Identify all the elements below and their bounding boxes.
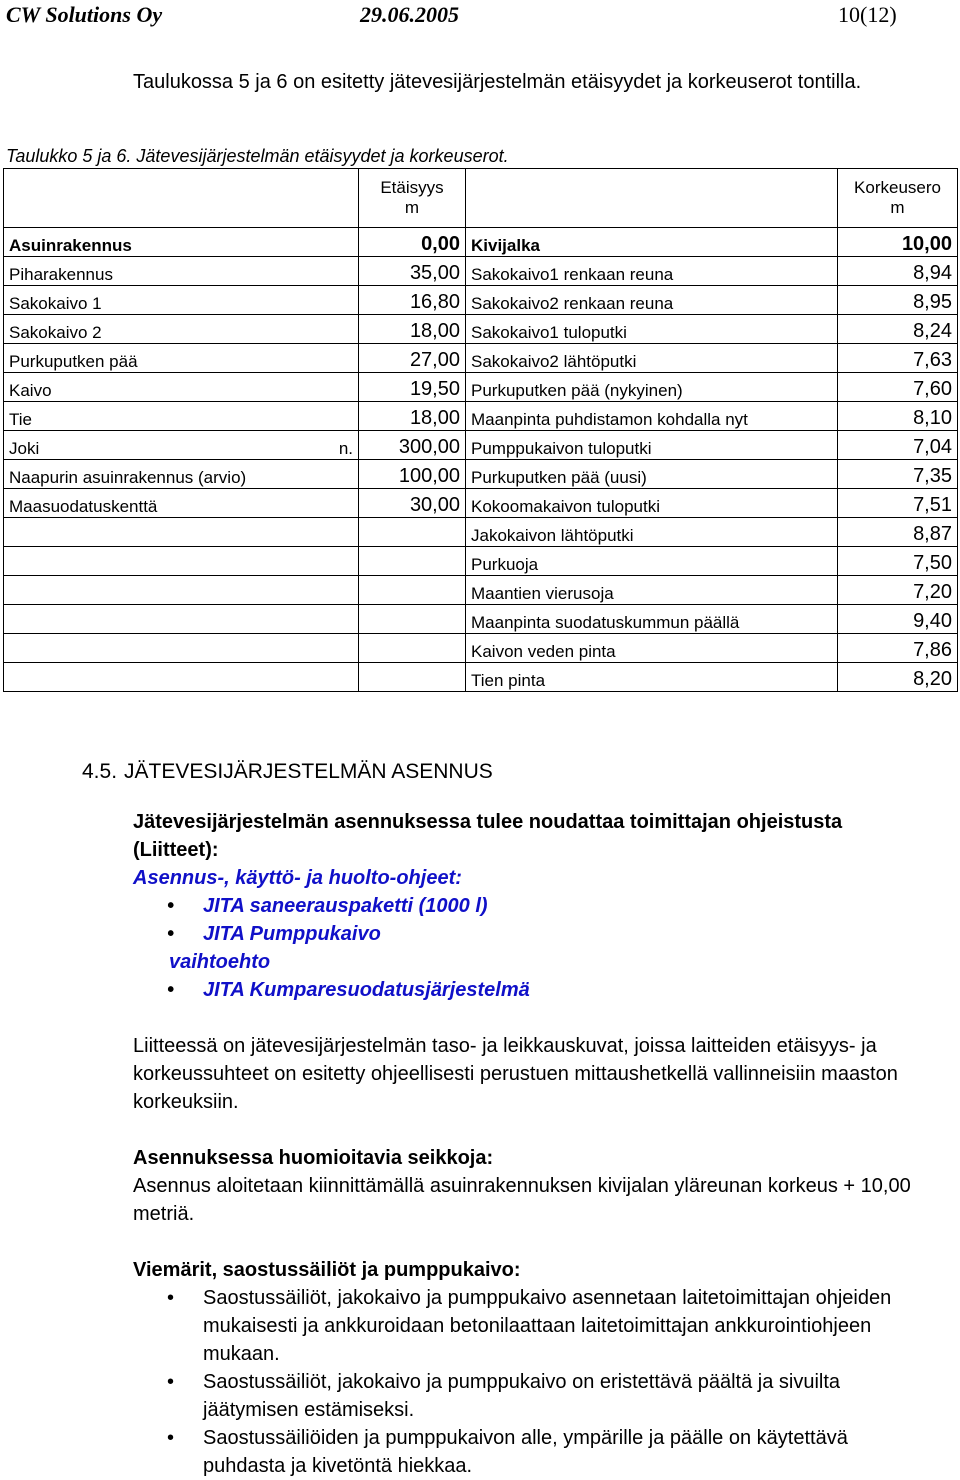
table-header-empty-2 — [466, 169, 838, 228]
distance-value-cell: 100,00 — [359, 460, 466, 489]
table-row — [4, 431, 958, 460]
height-point-cell: Purkuputken pää (uusi) — [466, 460, 838, 489]
height-point-cell: Jakokaivon lähtöputki — [466, 518, 838, 547]
location-text: Joki — [9, 439, 40, 458]
location-cell: Maasuodatuskenttä — [4, 489, 359, 518]
bullet-icon: • — [167, 979, 175, 1001]
height-value-cell: 8,10 — [838, 402, 958, 431]
table-row — [4, 605, 958, 634]
height-header — [838, 169, 958, 228]
distance-value-cell — [359, 576, 466, 605]
table-row — [4, 576, 958, 605]
drains-list — [133, 1284, 933, 1480]
location-cell: Asuinrakennus — [4, 228, 359, 257]
height-point-cell: Sakokaivo1 tuloputki — [466, 315, 838, 344]
instruction-item-text: JITA Kumparesuodatusjärjestelmä — [203, 979, 530, 1001]
drains-item-text: Saostussäiliöt, jakokaivo ja pumppukaivo asennetaan laitetoimittajan ohjeiden mukaisesti ja ankkuroidaan betonilaattaan laitetoimittajan ankkurointiohjeen mukaan. — [203, 1287, 892, 1365]
location-cell: Piharakennus — [4, 257, 359, 286]
distance-value-cell: 300,00 — [359, 431, 466, 460]
location-cell — [4, 605, 359, 634]
distance-header-unit: m — [404, 198, 420, 217]
location-cell — [4, 576, 359, 605]
height-value-cell: 7,50 — [838, 547, 958, 576]
distance-value-cell — [359, 663, 466, 692]
table-row — [4, 518, 958, 547]
instructions-list-2 — [133, 976, 933, 1004]
drains-item-text: Saostussäiliöt, jakokaivo ja pumppukaivo on eristettävä päältä ja sivuilta jäätymisen estämiseksi. — [203, 1371, 841, 1421]
height-value-cell: 9,40 — [838, 605, 958, 634]
table-row — [4, 315, 958, 344]
notes-text: Asennus aloitetaan kiinnittämällä asuinrakennuksen kivijalan yläreunan korkeus + 10,00 metriä. — [133, 1175, 911, 1225]
height-value-cell: 8,87 — [838, 518, 958, 547]
table-row — [4, 460, 958, 489]
intro-paragraph: Taulukossa 5 ja 6 on esitetty jätevesijärjestelmän etäisyydet ja korkeuserot tontilla. — [133, 71, 862, 93]
height-header-unit: m — [890, 198, 905, 217]
instruction-item — [133, 892, 933, 920]
table-row — [4, 634, 958, 663]
distance-value-cell — [359, 518, 466, 547]
height-value-cell: 7,35 — [838, 460, 958, 489]
table-row — [4, 344, 958, 373]
page-header — [0, 0, 960, 30]
distance-value-cell: 19,50 — [359, 373, 466, 402]
location-cell — [4, 663, 359, 692]
notes-heading: Asennuksessa huomioitavia seikkoja: — [133, 1147, 494, 1169]
table-row — [4, 547, 958, 576]
height-point-cell: Maantien vierusoja — [466, 576, 838, 605]
height-value-cell: 10,00 — [838, 228, 958, 257]
location-cell — [4, 518, 359, 547]
bullet-icon: • — [167, 1427, 175, 1449]
location-cell — [4, 634, 359, 663]
table-header-row — [4, 169, 958, 228]
document-date: 29.06.2005 — [360, 2, 459, 27]
location-cell: Sakokaivo 1 — [4, 286, 359, 315]
instructions-list — [133, 892, 933, 948]
section-number: 4.5. — [82, 760, 118, 783]
bullet-icon: • — [167, 1371, 175, 1393]
attachments-paragraph: Liitteessä on jätevesijärjestelmän taso- ja leikkauskuvat, joissa laitteiden etäisyys- ja korkeussuhteet on esitetty ohjeellisesti perustuen mittaushetkellä vallinneisiin maaston korkeuksiin. — [133, 1035, 898, 1113]
height-point-cell: Kaivon veden pinta — [466, 634, 838, 663]
height-point-cell: Maanpinta puhdistamon kohdalla nyt — [466, 402, 838, 431]
height-value-cell: 7,63 — [838, 344, 958, 373]
distance-value-cell: 27,00 — [359, 344, 466, 373]
distance-header-label: Etäisyys — [380, 178, 444, 197]
table-row — [4, 489, 958, 518]
drains-item-text: Saostussäiliöiden ja pumppukaivon alle, ympärille ja päälle on käytettävä puhdasta ja kivetöntä hiekkaa. — [203, 1427, 848, 1477]
height-point-cell: Sakokaivo1 renkaan reuna — [466, 257, 838, 286]
bullet-icon: • — [167, 923, 175, 945]
instructions-heading: Asennus-, käyttö- ja huolto-ohjeet: — [133, 867, 462, 889]
table-row — [4, 402, 958, 431]
height-header-label: Korkeusero — [854, 178, 941, 197]
height-point-cell: Maanpinta suodatuskummun päällä — [466, 605, 838, 634]
height-point-cell: Sakokaivo2 renkaan reuna — [466, 286, 838, 315]
distance-value-cell: 18,00 — [359, 402, 466, 431]
distance-value-cell: 35,00 — [359, 257, 466, 286]
body-text — [133, 808, 933, 1480]
distance-value-cell: 16,80 — [359, 286, 466, 315]
table-caption: Taulukko 5 ja 6. Jätevesijärjestelmän etäisyydet ja korkeuserot. — [6, 146, 509, 166]
bullet-icon: • — [167, 895, 175, 917]
height-value-cell: 7,60 — [838, 373, 958, 402]
distance-height-table — [3, 168, 958, 692]
height-point-cell: Purkuoja — [466, 547, 838, 576]
location-cell — [4, 431, 359, 460]
height-value-cell: 8,24 — [838, 315, 958, 344]
instruction-item — [133, 976, 933, 1004]
bullet-icon: • — [167, 1287, 175, 1309]
drains-heading: Viemärit, saostussäiliöt ja pumppukaivo: — [133, 1259, 521, 1281]
height-point-cell: Tien pinta — [466, 663, 838, 692]
height-value-cell: 7,51 — [838, 489, 958, 518]
distance-value-cell — [359, 547, 466, 576]
instruction-item — [133, 920, 933, 948]
height-point-cell: Purkuputken pää (nykyinen) — [466, 373, 838, 402]
height-value-cell: 8,20 — [838, 663, 958, 692]
distance-value-cell: 30,00 — [359, 489, 466, 518]
section-heading — [82, 760, 493, 784]
instructions-lead: Jätevesijärjestelmän asennuksessa tulee noudattaa toimittajan ohjeistusta (Liitteet): — [133, 811, 843, 861]
company-name: CW Solutions Oy — [6, 2, 163, 27]
instructions-alternative: vaihtoehto — [169, 951, 271, 973]
approx-marker: n. — [338, 439, 353, 458]
table-row — [4, 373, 958, 402]
distance-value-cell — [359, 634, 466, 663]
location-cell: Sakokaivo 2 — [4, 315, 359, 344]
instruction-item-text: JITA Pumppukaivo — [203, 923, 381, 945]
height-point-cell: Sakokaivo2 lähtöputki — [466, 344, 838, 373]
height-value-cell: 8,95 — [838, 286, 958, 315]
height-point-cell: Pumppukaivon tuloputki — [466, 431, 838, 460]
table-row — [4, 286, 958, 315]
height-value-cell: 7,20 — [838, 576, 958, 605]
height-point-cell: Kivijalka — [466, 228, 838, 257]
drains-item — [133, 1424, 933, 1480]
location-cell: Tie — [4, 402, 359, 431]
height-point-cell: Kokoomakaivon tuloputki — [466, 489, 838, 518]
table-row — [4, 228, 958, 257]
height-value-cell: 7,04 — [838, 431, 958, 460]
height-value-cell: 7,86 — [838, 634, 958, 663]
distance-value-cell: 0,00 — [359, 228, 466, 257]
distance-value-cell: 18,00 — [359, 315, 466, 344]
location-cell — [4, 547, 359, 576]
location-cell: Purkuputken pää — [4, 344, 359, 373]
table-row — [4, 257, 958, 286]
page-number: 10(12) — [838, 2, 897, 27]
height-value-cell: 8,94 — [838, 257, 958, 286]
location-cell: Kaivo — [4, 373, 359, 402]
section-title: JÄTEVESIJÄRJESTELMÄN ASENNUS — [124, 760, 493, 783]
table-header-empty — [4, 169, 359, 228]
location-cell: Naapurin asuinrakennus (arvio) — [4, 460, 359, 489]
instruction-item-text: JITA saneerauspaketti (1000 l) — [203, 895, 488, 917]
drains-item — [133, 1368, 933, 1424]
table-row — [4, 663, 958, 692]
distance-header — [359, 169, 466, 228]
distance-value-cell — [359, 605, 466, 634]
drains-item — [133, 1284, 933, 1368]
